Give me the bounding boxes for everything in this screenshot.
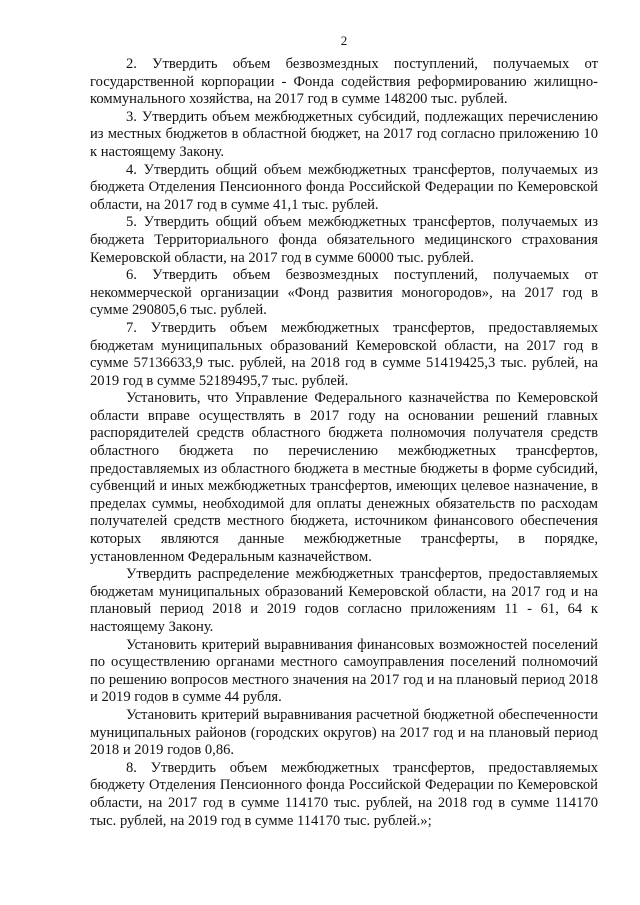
page-number: 2 [340,33,348,48]
paragraph-district-criterion: Установить критерий выравнивания расчетной бюджетной обеспеченности муниципальных районов (городских округов) на 2017 год и на плановый период 2018 и 2019 годов 0,86. [90,706,598,759]
paragraph-item-3: 3. Утвердить объем межбюджетных субсидий, подлежащих перечислению из местных бюджетов в областной бюджет, на 2017 год согласно приложению 10 к настоящему Закону. [90,108,598,160]
paragraph-item-6: 6. Утвердить объем безвозмездных поступлений, получаемых от некоммерческой организации «Фонд развития моногородов», на 2017 год в сумме 290805,6 тыс. рублей. [90,267,598,319]
paragraph-item-4: 4. Утвердить общий объем межбюджетных трансфертов, получаемых из бюджета Отделения Пенсионного фонда Российской Федерации по Кемеровской области, на 2017 год в сумме 41,1 тыс. рублей. [90,161,598,213]
document-body [90,56,598,830]
paragraph-treasury-authority: Установить, что Управление Федерального казначейства по Кемеровской области вправе осуществлять в 2017 году на основании решений главных распорядителей средств областного бюджета полномочия получателя средств областного бюджета по перечислению межбюджетных трансфертов, предоставляемых из областного бюджета в местные бюджеты в форме субсидий, субвенций и иных межбюджетных трансфертов, имеющих целевое назначение, в пределах суммы, необходимой для оплаты денежных обязательств по расходам получателей средств местного бюджета, источником финансового обеспечения которых являются данные межбюджетные трансферты, в порядке, установленном Федеральным казначейством. [90,390,598,565]
paragraph-transfer-distribution: Утвердить распределение межбюджетных трансфертов, предоставляемых бюджетам муниципальных образований Кемеровской области, на 2017 год и на плановый период 2018 и 2019 годов согласно приложениям 11 - 61, 64 к настоящему Закону. [90,566,598,635]
paragraph-item-5: 5. Утвердить общий объем межбюджетных трансфертов, получаемых из бюджета Территориального фонда обязательного медицинского страхования Кемеровской области, на 2017 год в сумме 60000 тыс. рублей. [90,214,598,266]
paragraph-item-7: 7. Утвердить объем межбюджетных трансфертов, предоставляемых бюджетам муниципальных образований Кемеровской области, на 2017 год в сумме 57136633,9 тыс. рублей, на 2018 год в сумме 51419425,3 тыс. рублей, на 2019 год в сумме 52189495,7 тыс. рублей. [90,319,598,389]
paragraph-settlement-criterion: Установить критерий выравнивания финансовых возможностей поселений по осуществлению органами местного самоуправления поселений полномочий по решению вопросов местного значения на 2017 год и на плановый период 2018 и 2019 годов в сумме 44 рубля. [90,636,598,706]
paragraph-item-8: 8. Утвердить объем межбюджетных трансфертов, предоставляемых бюджету Отделения Пенсионного фонда Российской Федерации по Кемеровской области, на 2017 год в сумме 114170 тыс. рублей, на 2018 год в сумме 114170 тыс. рублей, на 2019 год в сумме 114170 тыс. рублей.»; [90,759,598,829]
paragraph-item-2: 2. Утвердить объем безвозмездных поступлений, получаемых от государственной корпорации - Фонда содействия реформированию жилищно-коммунального хозяйства, на 2017 год в сумме 148200 тыс. рублей. [90,56,598,108]
